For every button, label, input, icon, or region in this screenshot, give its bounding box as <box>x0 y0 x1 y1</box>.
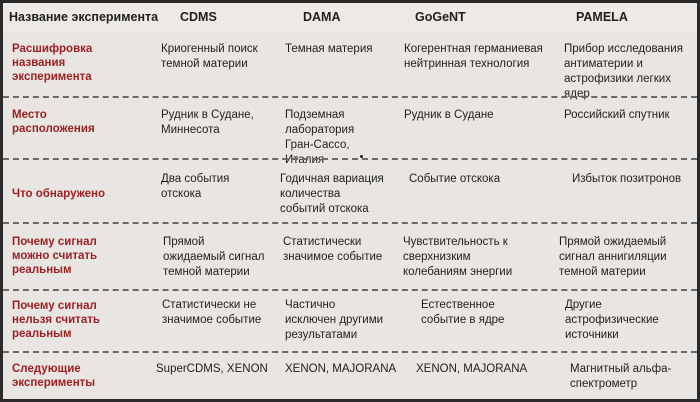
cell-cdms: Криогенный поиск темной материи <box>161 43 258 70</box>
cell-dama: Темная материя <box>285 43 373 55</box>
cell-cdms: Два события отскока <box>161 173 230 200</box>
cell-gogent: Когерентная германиевая нейтринная технология <box>404 43 543 70</box>
header-pamela: PAMELA <box>576 10 628 24</box>
cell-dama: XENON, MAJORANA <box>285 363 397 375</box>
cell-pamela: Избыток позитронов <box>572 173 682 185</box>
row-label: Место расположения <box>12 109 95 135</box>
table-row <box>3 291 697 351</box>
table-row <box>3 353 697 399</box>
cell-dama: Частично исключен другими результатами <box>285 299 384 341</box>
cell-pamela: Прибор исследования антиматерии и астрофизики легких ядер <box>564 43 683 100</box>
cell-gogent: XENON, MAJORANA <box>416 363 528 375</box>
table-header <box>3 3 697 32</box>
cell-pamela: Прямой ожидаемый сигнал аннигиляции темной материи <box>559 236 667 278</box>
cell-dama: Годичная вариация количества событий отскока <box>280 173 384 215</box>
header-dama: DAMA <box>303 10 341 24</box>
cell-cdms: Рудник в Судане, Миннесота <box>161 109 254 136</box>
row-label: Что обнаружено <box>12 188 106 200</box>
cell-pamela: Магнитный альфа-спектрометр <box>570 363 672 390</box>
table-row <box>3 98 697 166</box>
cell-pamela: Российский спутник <box>564 109 670 121</box>
cell-cdms: SuperCDMS, XENON <box>156 363 268 375</box>
row-label: Расшифровка названия эксперимента <box>12 43 93 83</box>
table-row <box>3 32 697 100</box>
cell-dama: Подземная лаборатория Гран-Сассо, Италия <box>285 109 355 166</box>
cell-gogent: Естественное событие в ядре <box>421 299 505 326</box>
header-cdms: CDMS <box>180 10 217 24</box>
cell-gogent: Рудник в Судане <box>404 109 494 121</box>
cell-cdms: Прямой ожидаемый сигнал темной материи <box>163 236 265 278</box>
header-experiment-name: Название эксперимента <box>9 10 159 24</box>
cell-pamela: Другие астрофизические источники <box>565 299 659 341</box>
cell-dama: Статистически значимое событие <box>283 236 383 263</box>
cell-gogent: Чувствительность к сверхнизким колебаниям энергии <box>403 236 513 278</box>
row-label: Почему сигнал нельзя считать реальным <box>12 300 100 340</box>
header-gogent: GoGeNT <box>415 10 466 24</box>
row-label: Следующие эксперименты <box>12 363 96 389</box>
row-label: Почему сигнал можно считать реальным <box>12 236 98 276</box>
cell-gogent: Событие отскока <box>409 173 501 185</box>
cell-cdms: Статистически не значимое событие <box>162 299 262 326</box>
table-row <box>3 160 697 222</box>
table-row <box>3 224 697 289</box>
